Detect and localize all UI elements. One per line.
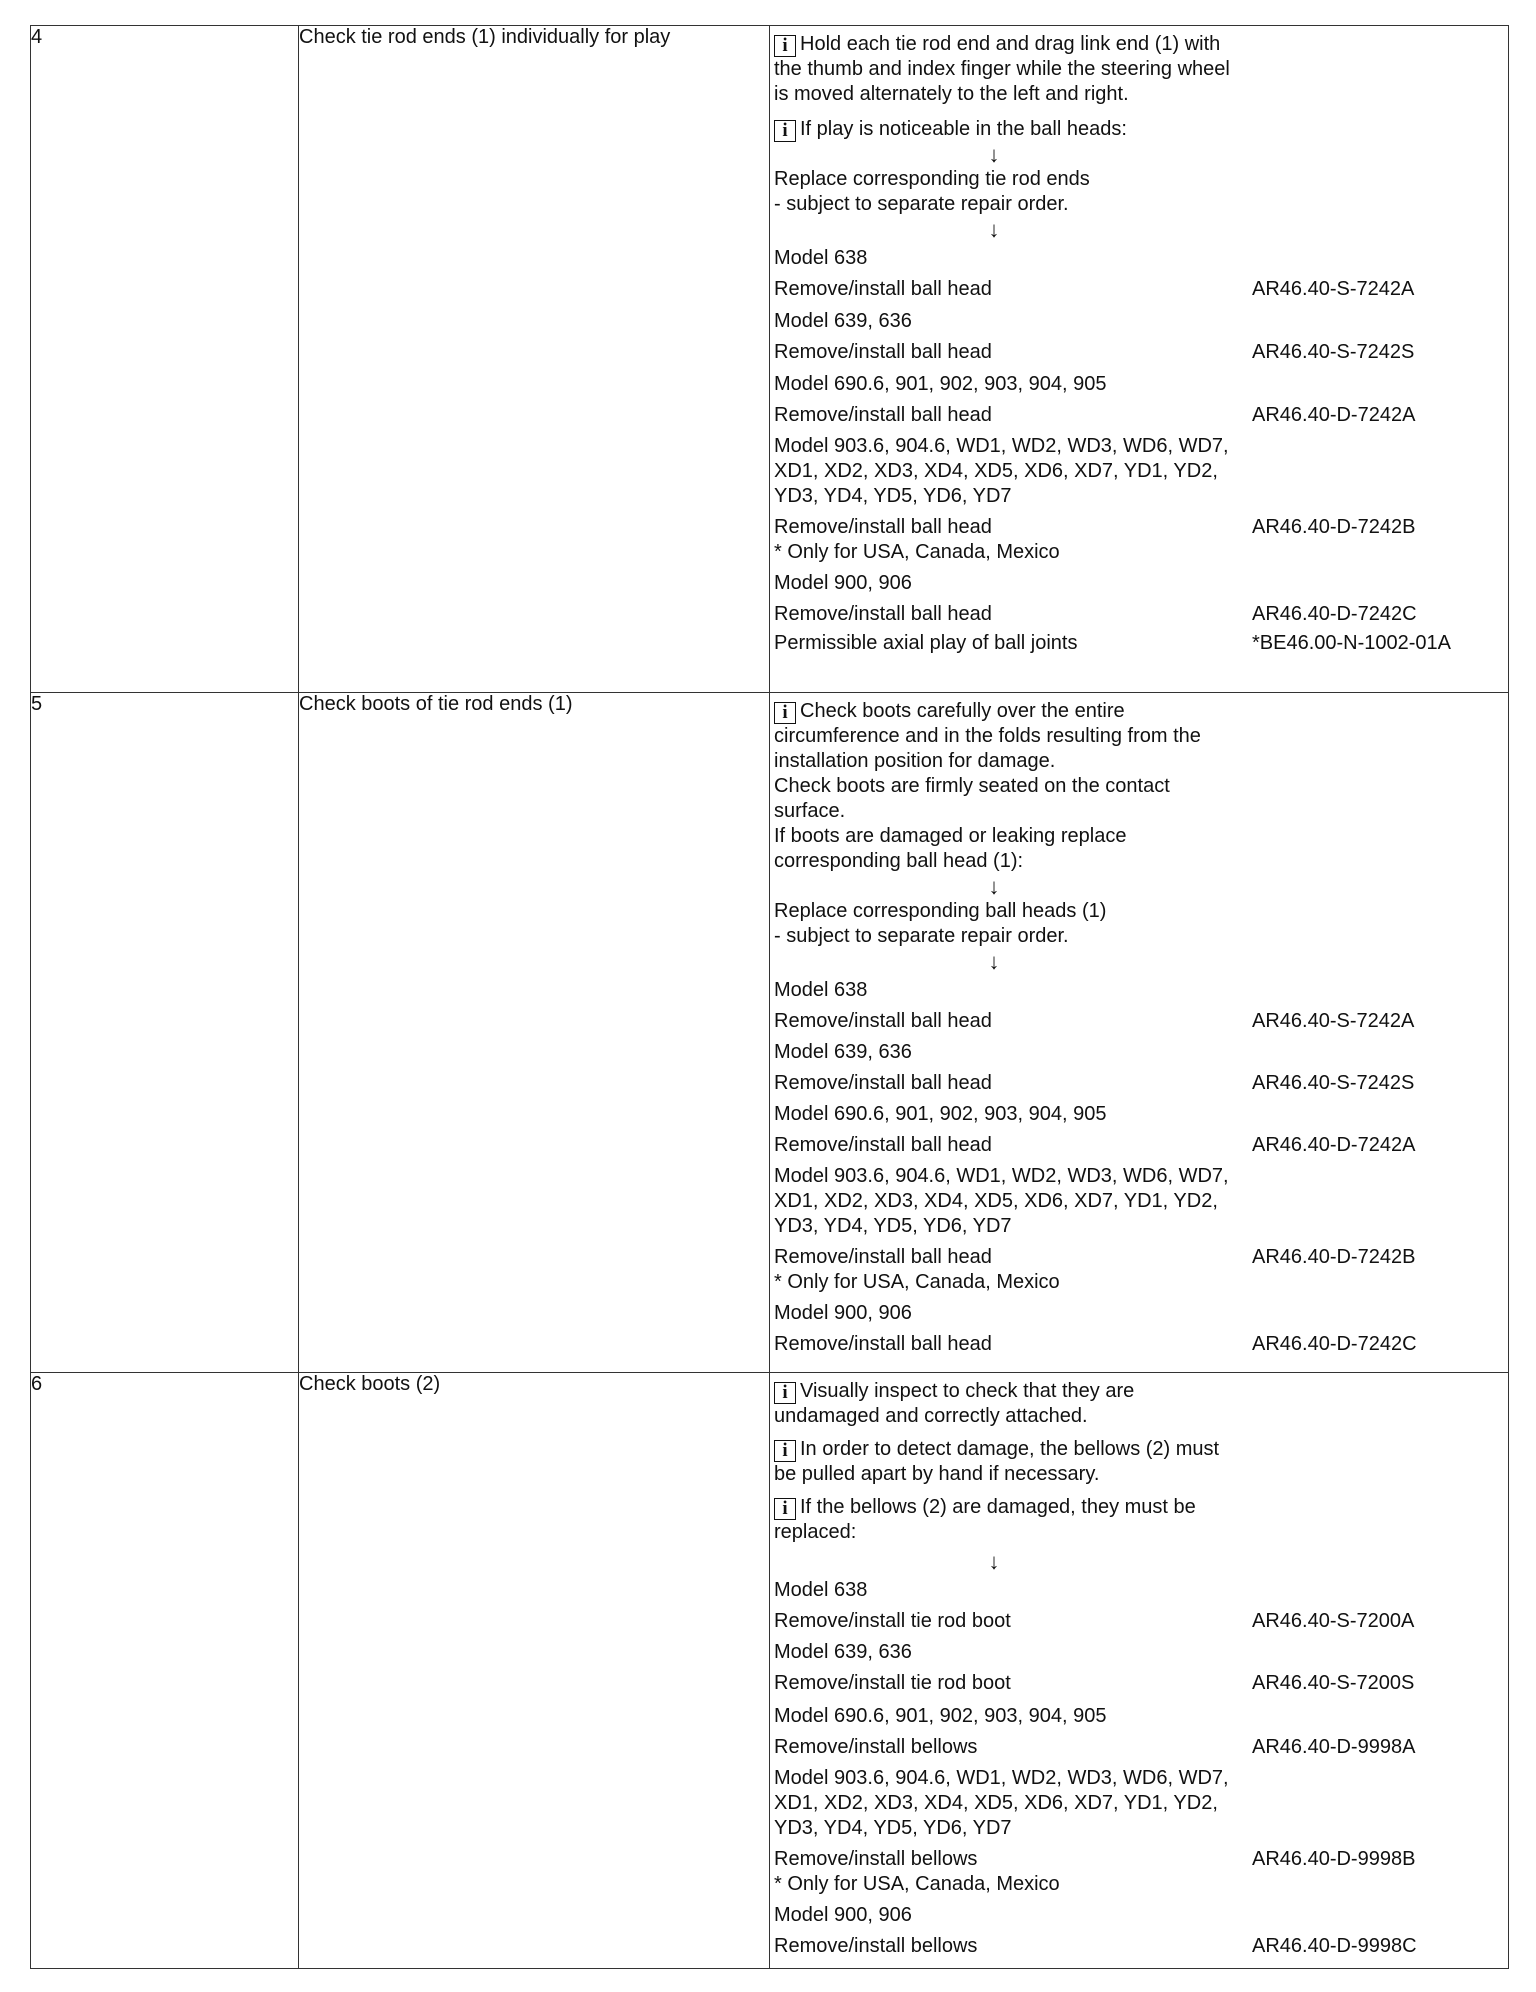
table-row: [31, 26, 1509, 693]
action-text: Remove/install tie rod boot: [774, 1672, 1011, 1694]
info-text: If play is noticeable in the ball heads:: [800, 118, 1127, 140]
info-text: In order to detect damage, the bellows (2) must be pulled apart by hand if necessary.: [774, 1438, 1220, 1485]
action-text: Remove/install ball head: [774, 341, 992, 363]
step-number: 4: [31, 26, 43, 48]
step-cell: [31, 26, 299, 693]
info-text: Visually inspect to check that they are undamaged and correctly attached.: [774, 1380, 1135, 1427]
step-cell: [31, 693, 299, 1373]
action-text: Remove/install ball head: [774, 1333, 992, 1355]
step-number: 5: [31, 693, 43, 715]
region-note: * Only for USA, Canada, Mexico: [774, 541, 1060, 563]
action-text: Remove/install tie rod boot: [774, 1610, 1011, 1632]
model-label: Model 903.6, 904.6, WD1, WD2, WD3, WD6, WD7, XD1, XD2, XD3, XD4, XD5, XD6, XD7, YD1, YD2, YD3, YD4, YD5, YD6, YD7: [774, 1165, 1229, 1237]
action-text: Remove/install ball head: [774, 1072, 992, 1094]
info-icon: i: [774, 1382, 796, 1404]
action-text: Remove/install ball head: [774, 603, 992, 625]
model-label: Model 638: [774, 247, 868, 269]
action-text: Remove/install ball head: [774, 1134, 992, 1156]
info-icon: i: [774, 120, 796, 142]
step-cell: [31, 1373, 299, 1969]
model-label: Model 638: [774, 979, 868, 1001]
arrow-down-icon: ↓: [988, 142, 1000, 167]
details-cell: [770, 1373, 1509, 1969]
arrow-down-icon: ↓: [988, 1549, 1000, 1574]
reference-link[interactable]: AR46.40-D-9998B: [1252, 1848, 1416, 1870]
model-label: Model 900, 906: [774, 572, 912, 594]
extra-text: Permissible axial play of ball joints: [774, 632, 1078, 654]
reference-link[interactable]: AR46.40-S-7242A: [1252, 278, 1415, 300]
info-text: If boots are damaged or leaking replace corresponding ball head (1):: [774, 825, 1127, 872]
model-label: Model 903.6, 904.6, WD1, WD2, WD3, WD6, WD7, XD1, XD2, XD3, XD4, XD5, XD6, XD7, YD1, YD2, YD3, YD4, YD5, YD6, YD7: [774, 435, 1229, 507]
action-text: Remove/install ball head: [774, 516, 992, 538]
info-icon: i: [774, 35, 796, 57]
table-row: [31, 693, 1509, 1373]
task-text: Check boots (2): [299, 1373, 441, 1395]
action-text: Remove/install bellows: [774, 1848, 978, 1870]
region-note: * Only for USA, Canada, Mexico: [774, 1271, 1060, 1293]
reference-link[interactable]: AR46.40-D-7242A: [1252, 404, 1416, 426]
reference-link[interactable]: AR46.40-S-7242S: [1252, 341, 1415, 363]
info-text: Check boots carefully over the entire circumference and in the folds resulting from the installation position for damage.: [774, 700, 1201, 772]
reference-link[interactable]: AR46.40-D-7242B: [1252, 1246, 1416, 1268]
procedure-table: [30, 25, 1509, 1969]
reference-link[interactable]: AR46.40-S-7200S: [1252, 1672, 1415, 1694]
details-cell: [770, 693, 1509, 1373]
region-note: * Only for USA, Canada, Mexico: [774, 1873, 1060, 1895]
action-text: Remove/install ball head: [774, 1010, 992, 1032]
task-cell: [299, 693, 770, 1373]
info-text: Check boots are firmly seated on the contact surface.: [774, 775, 1170, 822]
task-cell: [299, 26, 770, 693]
action-text: Remove/install ball head: [774, 404, 992, 426]
replace-text: Replace corresponding tie rod ends: [774, 168, 1090, 190]
replace-note: - subject to separate repair order.: [774, 193, 1069, 215]
task-cell: [299, 1373, 770, 1969]
reference-link[interactable]: *BE46.00-N-1002-01A: [1252, 632, 1452, 654]
task-text: Check tie rod ends (1) individually for play: [299, 26, 671, 48]
action-text: Remove/install bellows: [774, 1736, 978, 1758]
arrow-down-icon: ↓: [988, 217, 1000, 242]
model-label: Model 900, 906: [774, 1302, 912, 1324]
model-label: Model 690.6, 901, 902, 903, 904, 905: [774, 1103, 1107, 1125]
arrow-down-icon: ↓: [988, 949, 1000, 974]
reference-link[interactable]: AR46.40-D-7242C: [1252, 603, 1417, 625]
model-label: Model 639, 636: [774, 1041, 912, 1063]
action-text: Remove/install ball head: [774, 278, 992, 300]
action-text: Remove/install bellows: [774, 1935, 978, 1957]
reference-link[interactable]: AR46.40-S-7242S: [1252, 1072, 1415, 1094]
model-label: Model 690.6, 901, 902, 903, 904, 905: [774, 373, 1107, 395]
model-label: Model 690.6, 901, 902, 903, 904, 905: [774, 1705, 1107, 1727]
action-text: Remove/install ball head: [774, 1246, 992, 1268]
info-icon: i: [774, 1498, 796, 1520]
model-label: Model 900, 906: [774, 1904, 912, 1926]
reference-link[interactable]: AR46.40-D-9998C: [1252, 1935, 1417, 1957]
info-icon: i: [774, 1440, 796, 1462]
task-text: Check boots of tie rod ends (1): [299, 693, 573, 715]
info-text: Hold each tie rod end and drag link end (1) with the thumb and index finger while the steering wheel is moved alternately to the left and right.: [774, 33, 1230, 105]
info-icon: i: [774, 702, 796, 724]
reference-link[interactable]: AR46.40-D-7242B: [1252, 516, 1416, 538]
model-label: Model 638: [774, 1579, 868, 1601]
table-row: [31, 1373, 1509, 1969]
reference-link[interactable]: AR46.40-D-7242C: [1252, 1333, 1417, 1355]
model-label: Model 639, 636: [774, 1641, 912, 1663]
replace-text: Replace corresponding ball heads (1): [774, 900, 1107, 922]
reference-link[interactable]: AR46.40-S-7200A: [1252, 1610, 1415, 1632]
replace-note: - subject to separate repair order.: [774, 925, 1069, 947]
reference-link[interactable]: AR46.40-D-9998A: [1252, 1736, 1416, 1758]
reference-link[interactable]: AR46.40-S-7242A: [1252, 1010, 1415, 1032]
step-number: 6: [31, 1373, 43, 1395]
model-label: Model 903.6, 904.6, WD1, WD2, WD3, WD6, WD7, XD1, XD2, XD3, XD4, XD5, XD6, XD7, YD1, YD2, YD3, YD4, YD5, YD6, YD7: [774, 1767, 1229, 1839]
reference-link[interactable]: AR46.40-D-7242A: [1252, 1134, 1416, 1156]
model-label: Model 639, 636: [774, 310, 912, 332]
details-cell: [770, 26, 1509, 693]
arrow-down-icon: ↓: [988, 874, 1000, 899]
info-text: If the bellows (2) are damaged, they must be replaced:: [774, 1496, 1196, 1543]
